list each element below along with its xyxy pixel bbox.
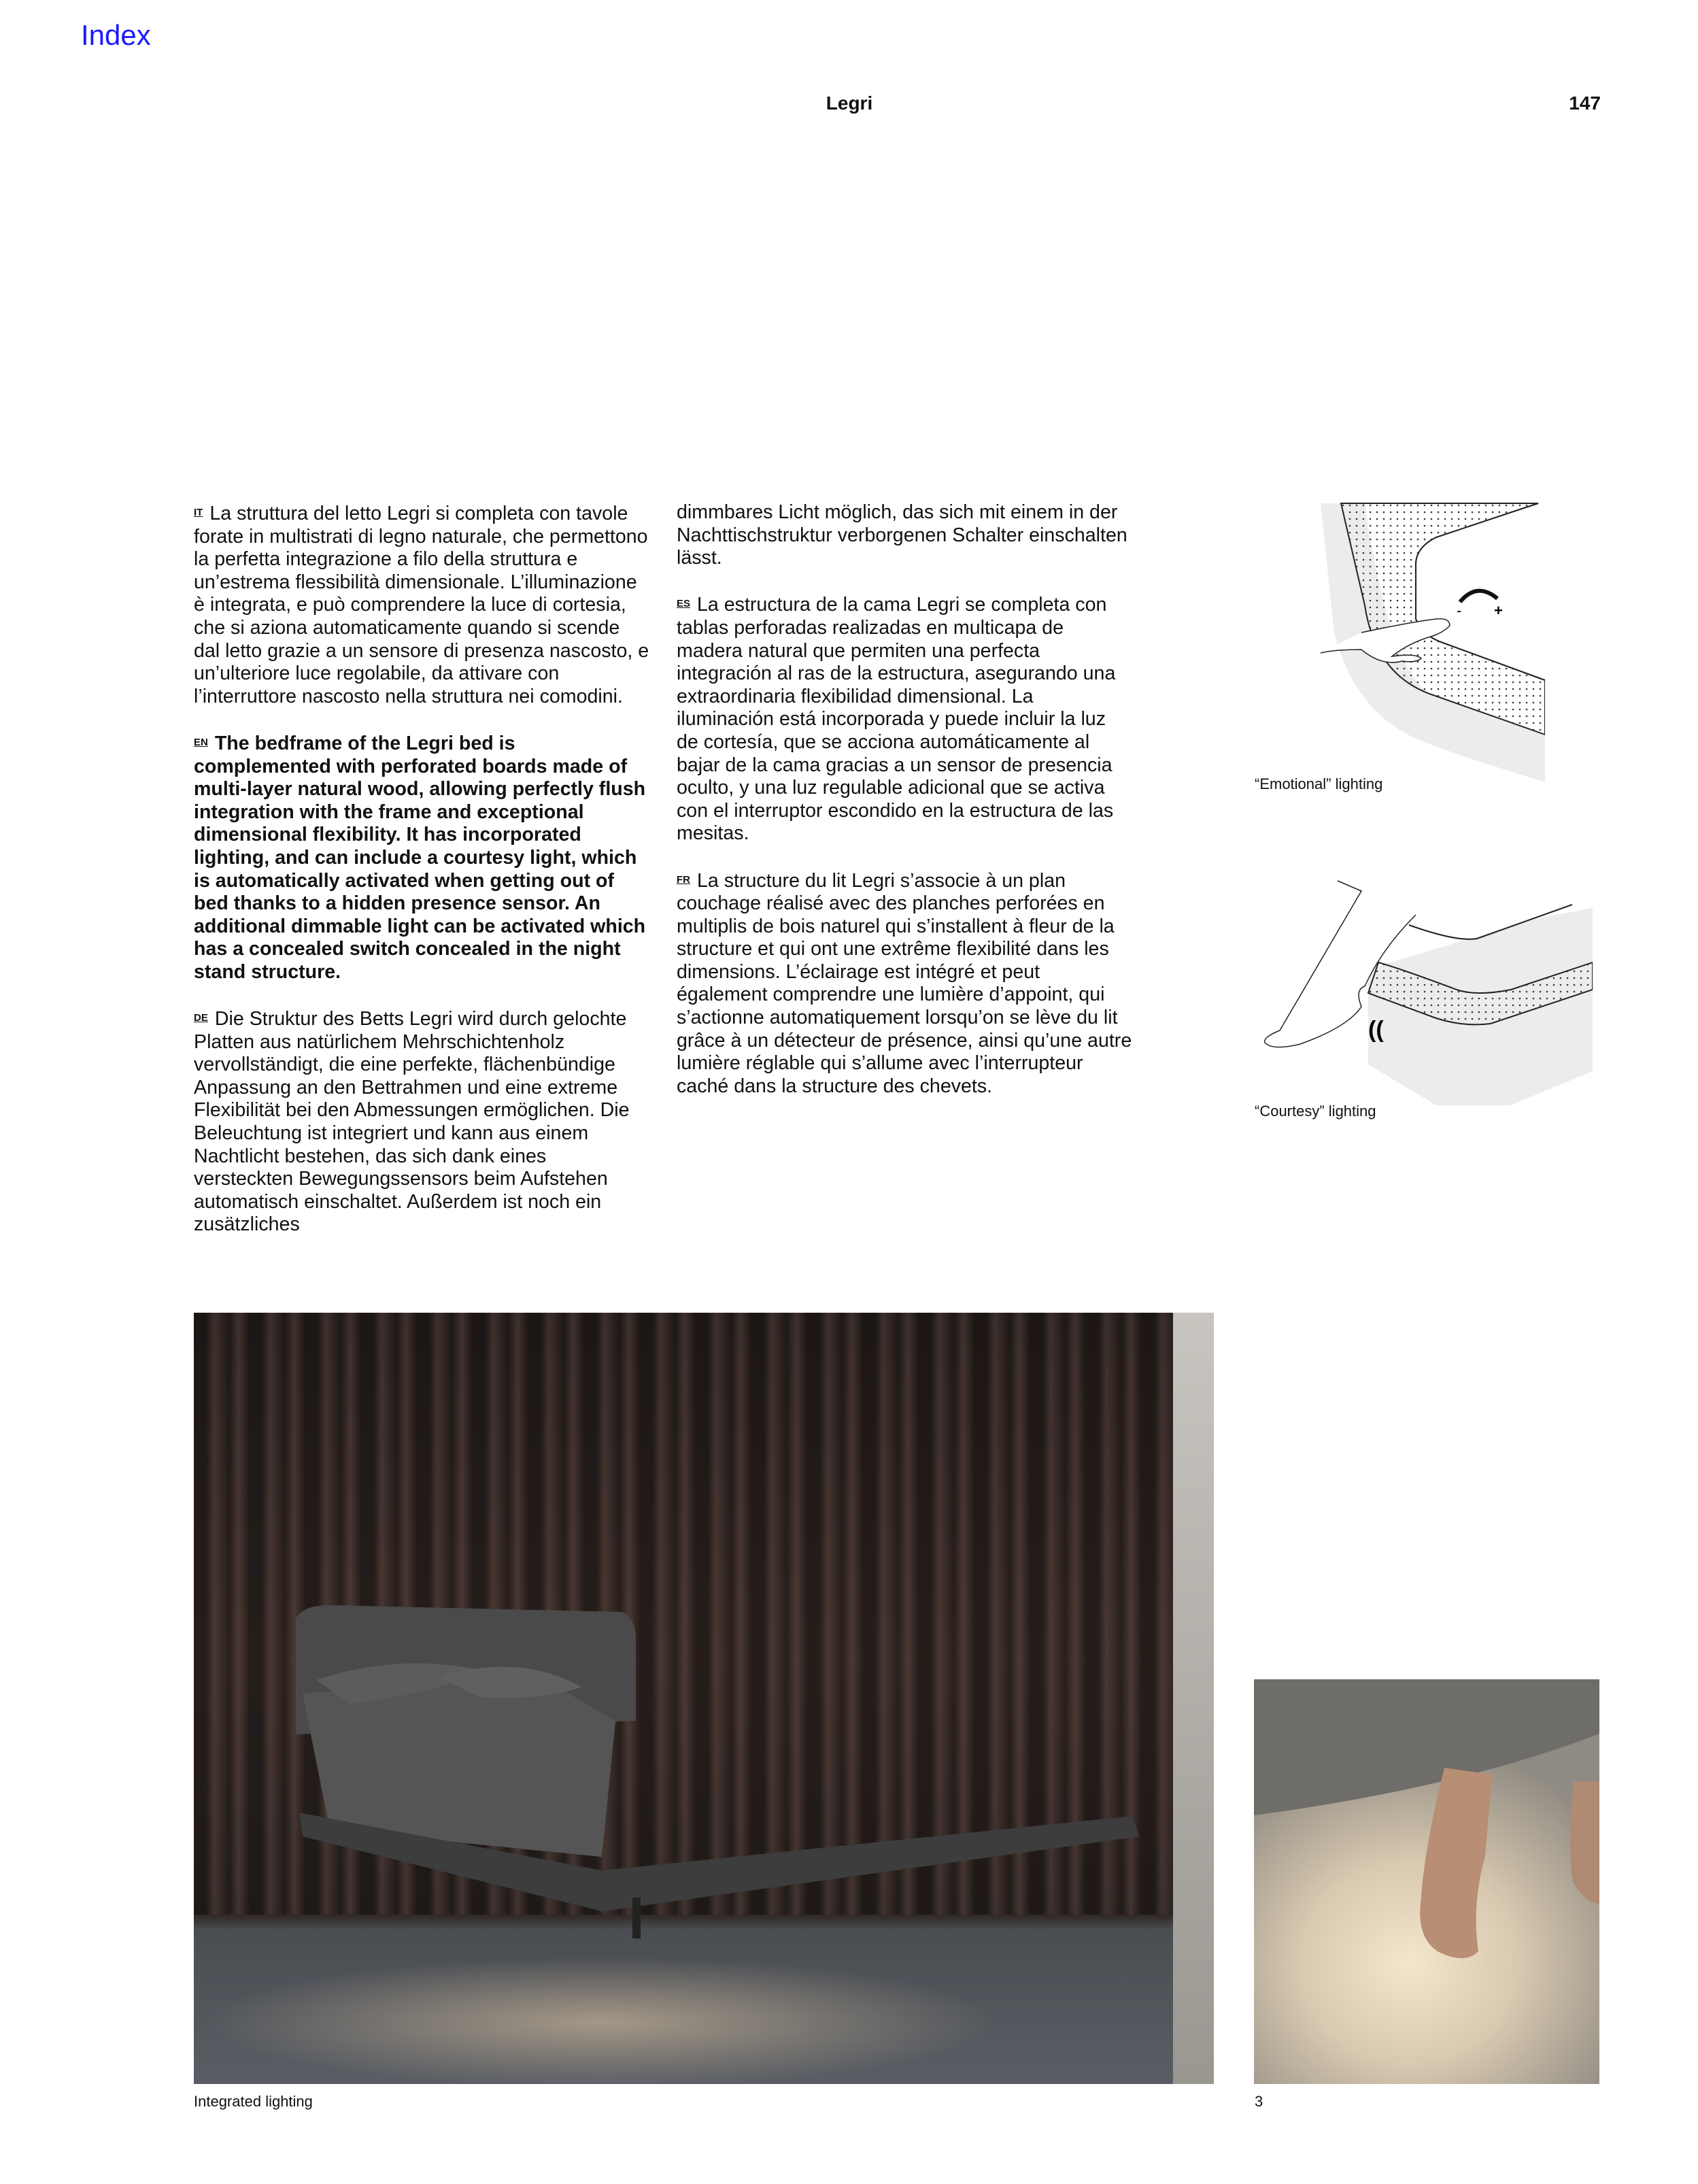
main-photo-caption: Integrated lighting [194, 2093, 313, 2110]
paragraph-en-text: The bedframe of the Legri bed is complemented with perforated boards made of multi-layer natural wood, allowing perfectly flush integration with the frame and exceptional dimensional flexibility. It has incorporated lighting, and can include a courtesy light, which is automatically activated when getting out of bed thanks to a hidden presence sensor. An additional dimmable light can be activated which has a concealed switch concealed in the night stand structure. [194, 732, 646, 983]
paragraph-fr [677, 869, 1132, 1098]
paragraph-it-text: La struttura del letto Legri si completa con tavole forate in multistrati di legno naturale, che permettono la perfetta integrazione a filo della struttura e un’estrema flessibilità dimensionale. L’illuminazione è integrata, e può comprendere la luce di cortesia, che si aziona automaticamente quando si scende dal letto grazie a un sensore di presenza nascosto, e un’ulteriore luce regolabile, da attivare con l’interruttore nascosto nella struttura nei comodini. [194, 503, 649, 707]
paragraph-fr-text: La structure du lit Legri s’associe à un plan couchage réalisé avec des planches perforées en multiplis de bois naturel qui s’installent à fleur de la structure et qui ont une extrême flexibilité dans les dimensions. L’éclairage est intégré et peut également comprendre une lumière d’appoint, qui s’actionne automatiquement lorsqu’on se lève du lit grâce à un détecteur de présence, ainsi qu’une autre lumière réglable qui s’allume avec l’interrupteur caché dans la structure des chevets. [677, 869, 1132, 1097]
small-photo-caption: 3 [1255, 2093, 1263, 2110]
minus-symbol: - [1457, 602, 1462, 619]
emotional-lighting-illustration [1253, 497, 1545, 782]
foot-photo [1254, 1679, 1599, 2084]
paragraph-es-text: La estructura de la cama Legri se completa con tablas perforadas realizadas en multicapa de madera natural que permiten una perfecta integración al ras de la estructura, asegurando una extraordinaria flexibilidad dimensional. La iluminación está incorporada y puede incluir la luz de cortesía, que se acciona automáticamente al bajar de la cama gracias a un sensor de presencia oculto, y una luz regulable adicional que se activa con el interruptor escondido en la estructura de las mesitas. [677, 594, 1116, 845]
bed-photo [194, 1313, 1214, 2084]
paragraph-es [677, 592, 1132, 845]
language-tag-it: IT [194, 507, 203, 518]
paragraph-de-continued: dimmbares Licht möglich, das sich mit einem in der Nachttischstruktur verborgenen Schalter einschalten lässt. [677, 501, 1127, 569]
paragraph-de [194, 1007, 649, 1237]
plus-symbol: + [1494, 602, 1503, 619]
foot-graphic [1254, 1679, 1599, 2084]
page-title: Legri [826, 93, 873, 114]
index-link[interactable]: Index [81, 19, 151, 51]
language-tag-fr: FR [677, 873, 690, 886]
text-column-1 [194, 501, 649, 1260]
paragraph-en [194, 731, 649, 984]
bed-graphic [194, 1313, 1214, 2084]
courtesy-lighting-caption: “Courtesy” lighting [1255, 1103, 1376, 1120]
courtesy-lighting-illustration [1253, 874, 1593, 1105]
page-number: 147 [1569, 93, 1601, 114]
text-column-2 [677, 501, 1132, 1121]
language-tag-de: DE [194, 1012, 208, 1024]
paragraph-de-text: Die Struktur des Betts Legri wird durch gelochte Platten aus natürlichem Mehrschichtenholz vervollständigt, die eine perfekte, flächenbündige Anpassung an den Bettrahmen und eine extreme Flexibilität bei den Abmessungen ermöglichen. Die Beleuchtung ist integriert und kann aus einem Nachtlicht bestehen, das sich dank eines versteckten Bewegungssensors beim Aufstehen automatisch einschaltet. Außerdem ist noch ein zusätzliches [194, 1008, 630, 1236]
paragraph-it [194, 501, 649, 708]
emotional-lighting-caption: “Emotional” lighting [1255, 775, 1383, 792]
language-tag-en: EN [194, 736, 208, 748]
language-tag-es: ES [677, 598, 691, 610]
presence-sensor-icon: (( [1368, 1017, 1384, 1043]
